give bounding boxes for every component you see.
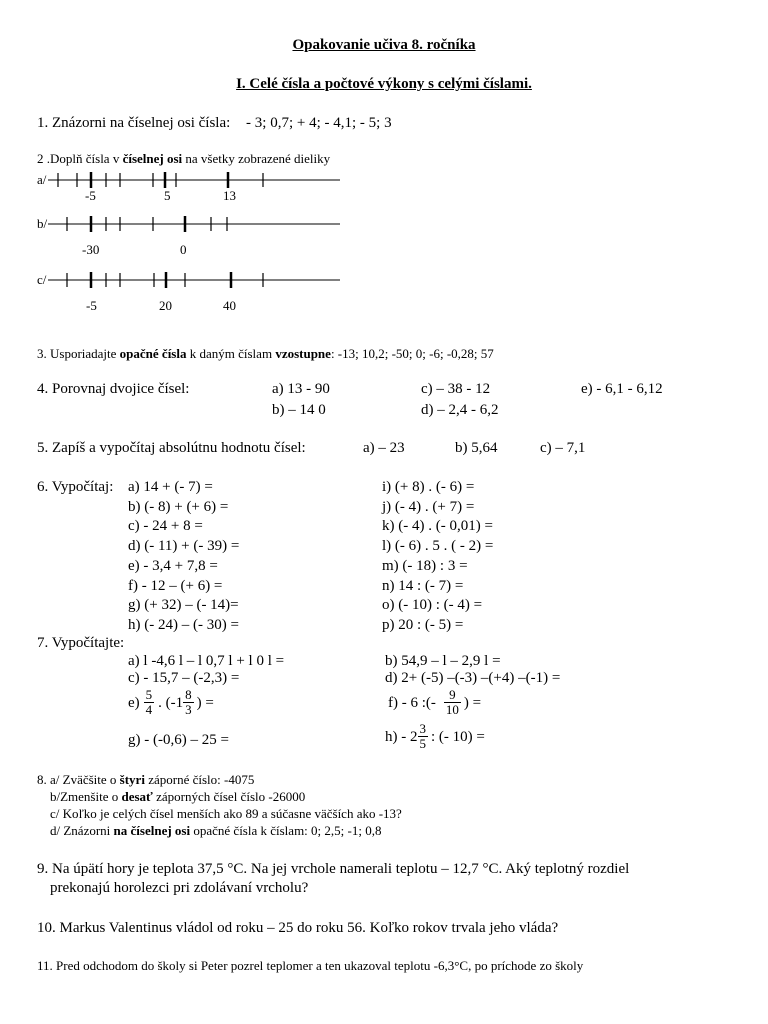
question-6-item: g) (+ 32) – (- 14)=: [128, 597, 239, 614]
question-8-b: [50, 789, 305, 805]
question-4-label: 4. Porovnaj dvojice čísel:: [37, 381, 190, 397]
question-1-text: 1. Znázorni na číselnej osi čísla:: [37, 115, 231, 131]
question-2-bold: číselnej osi: [122, 151, 183, 166]
question-4-b: b) – 14 0: [272, 402, 326, 418]
question-4-a: a) 13 - 90: [272, 381, 330, 397]
question-6-item: n) 14 : (- 7) =: [382, 577, 464, 594]
fraction-numerator: 5: [145, 687, 153, 702]
question-6-item: a) 14 + (- 7) =: [128, 479, 213, 495]
fraction: [144, 688, 155, 717]
question-7-f-prefix: f) - 6 :(-: [388, 694, 436, 711]
question-8-c: c/ Koľko je celých čísel menších ako 89 a súčasne väčších ako -13?: [50, 806, 402, 821]
question-8-a-bold: štyri: [119, 772, 145, 787]
question-8-a-text: 8. a/ Zväčšite o: [37, 772, 120, 787]
number-line-c-mark: 20: [159, 298, 172, 313]
question-7-h-prefix: h) - 2: [385, 728, 418, 745]
question-7-h-suffix: : (- 10) =: [431, 728, 485, 745]
question-6-item: o) (- 10) : (- 4) =: [382, 597, 483, 614]
fraction: [444, 688, 461, 717]
question-5-label: 5. Zapíš a vypočítaj absolútnu hodnotu čísel:: [37, 440, 306, 456]
question-8-b-bold: desať: [121, 789, 153, 804]
question-3-text-mid: k daným číslam: [186, 346, 276, 361]
question-6-item: l) (- 6) . 5 . ( - 2) =: [382, 538, 494, 555]
number-line-c-mark: 40: [223, 298, 236, 313]
question-5-b: b) 5,64: [455, 440, 498, 456]
question-6-item: h) (- 24) – (- 30) =: [128, 616, 239, 633]
question-7-e-mid: . (-1: [158, 694, 184, 711]
question-7-c: c) - 15,7 – (-2,3) =: [128, 670, 240, 686]
question-6-item: d) (- 11) + (- 39) =: [128, 538, 240, 555]
question-6-item: j) (- 4) . (+ 7) =: [382, 498, 475, 515]
question-7-f-suffix: ) =: [463, 694, 482, 711]
question-3-bold-2: vzostupne: [275, 346, 331, 361]
question-6-item: f) - 12 – (+ 6) =: [128, 577, 223, 594]
fraction: [418, 722, 429, 751]
question-8-a-value: záporné číslo: -4075: [144, 772, 255, 787]
question-6-item: i) (+ 8) . (- 6) =: [382, 479, 475, 495]
fraction-denominator: 4: [145, 702, 153, 717]
question-7-e-prefix: e): [128, 694, 140, 711]
question-6-item: m) (- 18) : 3 =: [382, 557, 468, 574]
question-5-c: c) – 7,1: [540, 440, 586, 456]
question-6-label: 6. Vypočítaj:: [37, 479, 114, 495]
question-7-g: g) - (-0,6) – 25 =: [128, 732, 229, 748]
number-line-b-mark: 0: [180, 242, 187, 257]
question-7-b: b) 54,9 – l – 2,9 l =: [385, 653, 501, 669]
question-8-d-bold: na číselnej osi: [113, 823, 191, 838]
question-8-a: [37, 772, 254, 788]
question-8-d: [50, 823, 381, 839]
question-8-d-text: d/ Znázorni: [50, 823, 114, 838]
question-3-bold-1: opačné čísla: [119, 346, 187, 361]
question-3-text: 3. Usporiadajte: [37, 346, 120, 361]
question-4-c: c) – 38 - 12: [421, 381, 491, 397]
question-1-values: - 3; 0,7; + 4; - 4,1; - 5; 3: [246, 115, 392, 131]
question-6-left-column: [128, 478, 239, 636]
question-9-line-1: 9. Na úpätí hory je teplota 37,5 °C. Na jej vrchole namerali teplotu – 12,7 °C. Aký teplotný rozdiel: [37, 861, 630, 877]
question-6-right-column: [382, 478, 493, 636]
question-6-item: b) (- 8) + (+ 6) =: [128, 498, 229, 515]
question-3-values: : -13; 10,2; -50; 0; -6; -0,28; 57: [330, 346, 494, 361]
fraction-numerator: 3: [419, 721, 426, 736]
page-title: Opakovanie učiva 8. ročníka: [292, 37, 476, 53]
number-line-b-mark: -30: [82, 242, 100, 257]
question-6-item: c) - 24 + 8 =: [128, 518, 203, 535]
section-subtitle: I. Celé čísla a počtové výkony s celými číslami.: [236, 76, 532, 92]
question-2-text-end: na všetky zobrazené dieliky: [182, 151, 331, 166]
question-7-a: a) l -4,6 l – l 0,7 l + l 0 l =: [128, 653, 285, 669]
question-8-d-values: opačné čísla k číslam: 0; 2,5; -1; 0,8: [190, 823, 382, 838]
question-5-a: a) – 23: [363, 440, 405, 456]
question-11: 11. Pred odchodom do školy si Peter pozrel teplomer a ten ukazoval teplotu -6,3°C, po príchode zo školy: [37, 958, 584, 973]
number-line-a-mark: 5: [164, 188, 171, 203]
question-4-e: e) - 6,1 - 6,12: [581, 381, 663, 397]
number-line-c-label: c/: [37, 272, 47, 287]
number-line-a-label: a/: [37, 172, 47, 187]
number-line-c-mark: -5: [86, 298, 97, 313]
question-7-d: d) 2+ (-5) –(-3) –(+4) –(-1) =: [385, 670, 561, 686]
fraction-denominator: 5: [419, 736, 426, 751]
question-7-e: [128, 688, 214, 717]
question-6-item: k) (- 4) . (- 0,01) =: [382, 518, 493, 535]
question-6-item: p) 20 : (- 5) =: [382, 616, 464, 633]
question-2-text: 2 .Doplň čísla v: [37, 151, 123, 166]
question-4-d: d) – 2,4 - 6,2: [421, 402, 499, 418]
question-8-b-text: b/Zmenšite o: [50, 789, 122, 804]
fraction-denominator: 10: [445, 702, 459, 717]
fraction-denominator: 3: [185, 702, 192, 717]
question-7-f: [388, 688, 481, 717]
question-7-label: 7. Vypočítajte:: [37, 635, 125, 651]
question-6-item: e) - 3,4 + 7,8 =: [128, 557, 218, 574]
fraction: [183, 688, 194, 717]
question-9-line-2: prekonajú horolezci pri zdolávaní vrcholu?: [50, 880, 309, 896]
question-3: [37, 346, 494, 362]
question-8-b-value: záporných čísel číslo -26000: [152, 789, 306, 804]
number-line-a-mark: 13: [223, 188, 236, 203]
question-10: 10. Markus Valentinus vládol od roku – 25 do roku 56. Koľko rokov trvala jeho vláda?: [37, 920, 559, 936]
number-line-a-mark: -5: [85, 188, 96, 203]
fraction-numerator: 9: [444, 688, 461, 703]
question-7-e-suffix: ) =: [196, 694, 214, 711]
fraction-numerator: 8: [185, 687, 192, 702]
number-line-b-label: b/: [37, 216, 48, 231]
question-7-h: [385, 722, 485, 751]
